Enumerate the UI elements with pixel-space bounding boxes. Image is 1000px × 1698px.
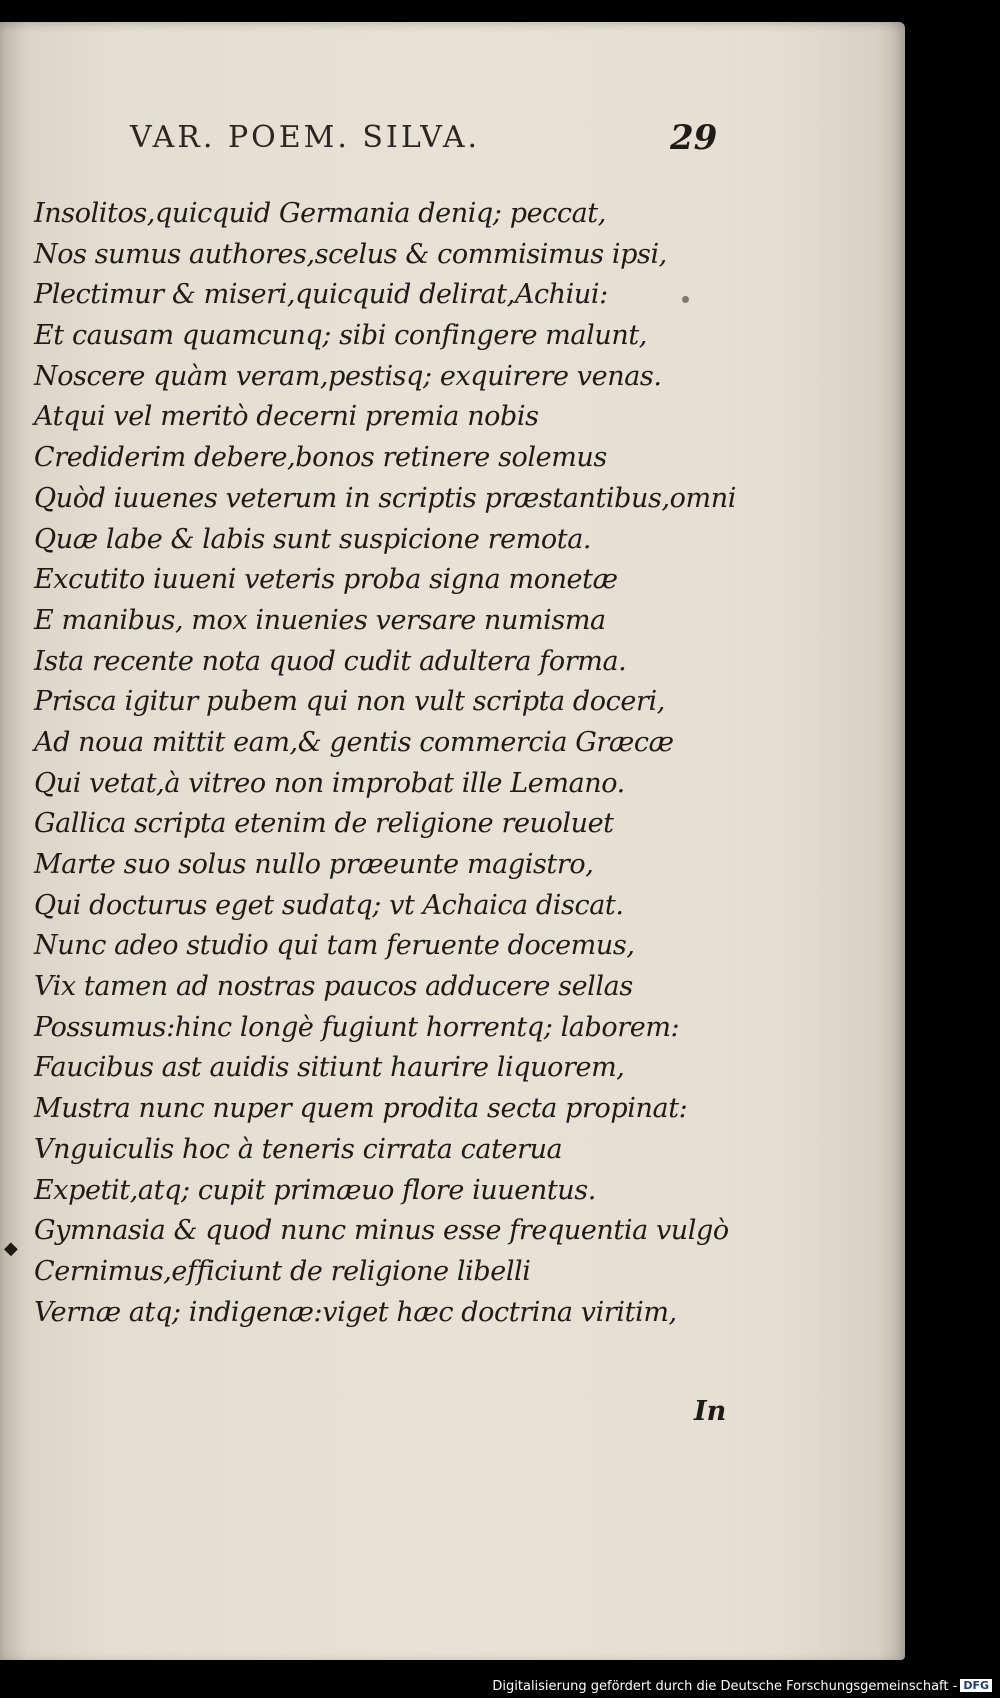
verse-line: Quòd iuuenes veterum in scriptis præstantibus,omni xyxy=(34,482,736,514)
verse-line: Crediderim debere,bonos retinere solemus xyxy=(34,442,607,474)
verse-line: Excutito iuueni veteris proba signa monetæ xyxy=(34,564,618,596)
verse-line: Nos sumus authores,scelus & commisimus ipsi, xyxy=(34,238,667,270)
verse-line: E manibus, mox inuenies versare numisma xyxy=(34,604,606,636)
page-number: 29 xyxy=(670,118,718,158)
verse-line: Insolitos,quicquid Germania deniq; peccat, xyxy=(34,198,606,229)
ink-speck xyxy=(682,296,689,303)
verse-line: Vnguiculis hoc à teneris cirrata caterua xyxy=(34,1133,563,1165)
verse-line: Et causam quamcunq; sibi confingere malunt, xyxy=(34,320,647,352)
poem-text-block xyxy=(34,194,754,1333)
verse-line: Noscere quàm veram,pestisq; exquirere venas. xyxy=(34,360,662,392)
verse-line: Prisca igitur pubem qui non vult scripta doceri, xyxy=(34,686,665,718)
credit-text: Digitalisierung gefördert durch die Deutsche Forschungsgemeinschaft - xyxy=(492,1679,958,1694)
verse-line: Faucibus ast auidis sitiunt haurire liquorem, xyxy=(34,1052,625,1084)
verse-line: Qui vetat,à vitreo non improbat ille Lemano. xyxy=(34,767,625,799)
verse-line: Expetit,atq; cupit primæuo flore iuuentus. xyxy=(34,1174,596,1206)
verse-line: Mustra nunc nuper quem prodita secta propinat: xyxy=(34,1093,688,1125)
verse-line: Quæ labe & labis sunt suspicione remota. xyxy=(34,523,592,555)
verse-line: Gallica scripta etenim de religione reuoluet xyxy=(34,808,614,840)
verse-line: Plectimur & miseri,quicquid delirat,Achiui: xyxy=(34,279,608,311)
verse-line: Possumus:hinc longè fugiunt horrentq; laborem: xyxy=(34,1011,680,1043)
verse-line: Ad noua mittit eam,& gentis commercia Græcæ xyxy=(34,726,674,758)
digitization-credit xyxy=(492,1679,992,1694)
verse-line: Vix tamen ad nostras paucos adducere sellas xyxy=(34,971,633,1003)
running-title: VAR. POEM. SILVA. xyxy=(130,120,481,155)
book-page xyxy=(0,22,905,1660)
verse-line: Nunc adeo studio qui tam feruente docemus, xyxy=(34,930,635,962)
margin-marker-icon: ◆ xyxy=(4,1238,18,1259)
verse-line: Vernæ atq; indigenæ:viget hæc doctrina viritim, xyxy=(34,1296,677,1328)
verse-line: Ista recente nota quod cudit adultera forma. xyxy=(34,645,627,677)
verse-line: Qui docturus eget sudatq; vt Achaica discat. xyxy=(34,889,624,921)
verse-line: Atqui vel meritò decerni premia nobis xyxy=(34,401,539,433)
verse-line: Cernimus,efficiunt de religione libelli xyxy=(34,1255,531,1287)
verse-line: Gymnasia & quod nunc minus esse frequentia vulgò xyxy=(34,1215,729,1247)
verse-line: Marte suo solus nullo præeunte magistro, xyxy=(34,849,594,880)
catchword: In xyxy=(694,1396,727,1427)
dfg-logo: DFG xyxy=(960,1679,992,1692)
